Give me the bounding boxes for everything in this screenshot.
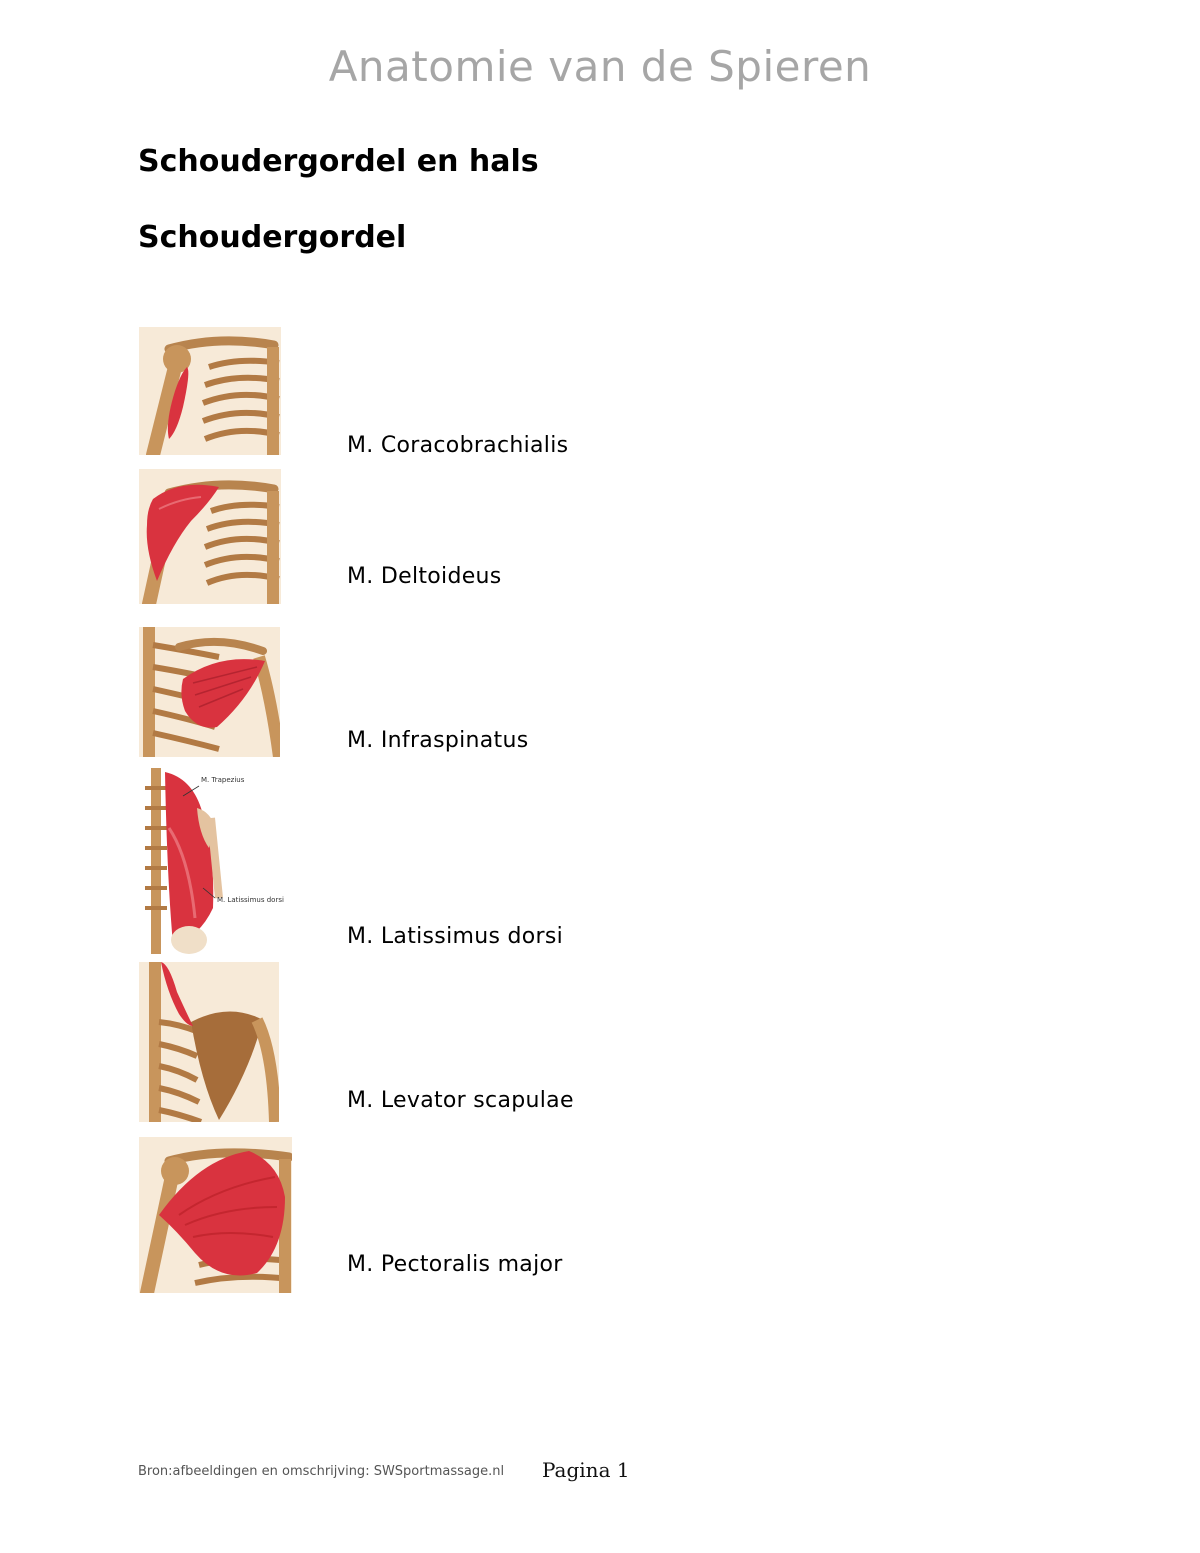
muscle-label-latissimus-dorsi: M. Latissimus dorsi — [347, 924, 564, 949]
latissimus-dorsi-illustration — [139, 768, 289, 954]
footer-page-number: Pagina 1 — [542, 1458, 630, 1482]
footer-source: Bron:afbeeldingen en omschrijving: SWSportmassage.nl — [138, 1464, 505, 1479]
document-title: Anatomie van de Spieren — [328, 42, 872, 91]
infraspinatus-illustration — [139, 627, 280, 757]
muscle-label-coracobrachialis: M. Coracobrachialis — [347, 433, 569, 458]
coracobrachialis-illustration — [139, 327, 281, 455]
muscle-label-deltoideus: M. Deltoideus — [347, 564, 502, 589]
muscle-label-levator-scapulae: M. Levator scapulae — [347, 1088, 574, 1113]
levator-scapulae-illustration — [139, 962, 279, 1122]
annotation-latissimus-dorsi: M. Latissimus dorsi — [217, 896, 284, 904]
muscle-label-infraspinatus: M. Infraspinatus — [347, 728, 529, 753]
deltoideus-illustration — [139, 469, 281, 604]
section-heading-main: Schoudergordel en hals — [138, 144, 539, 179]
section-heading-sub: Schoudergordel — [138, 220, 407, 255]
pectoralis-major-illustration — [139, 1137, 292, 1293]
muscle-label-pectoralis-major: M. Pectoralis major — [347, 1252, 563, 1277]
annotation-trapezius: M. Trapezius — [201, 776, 245, 784]
